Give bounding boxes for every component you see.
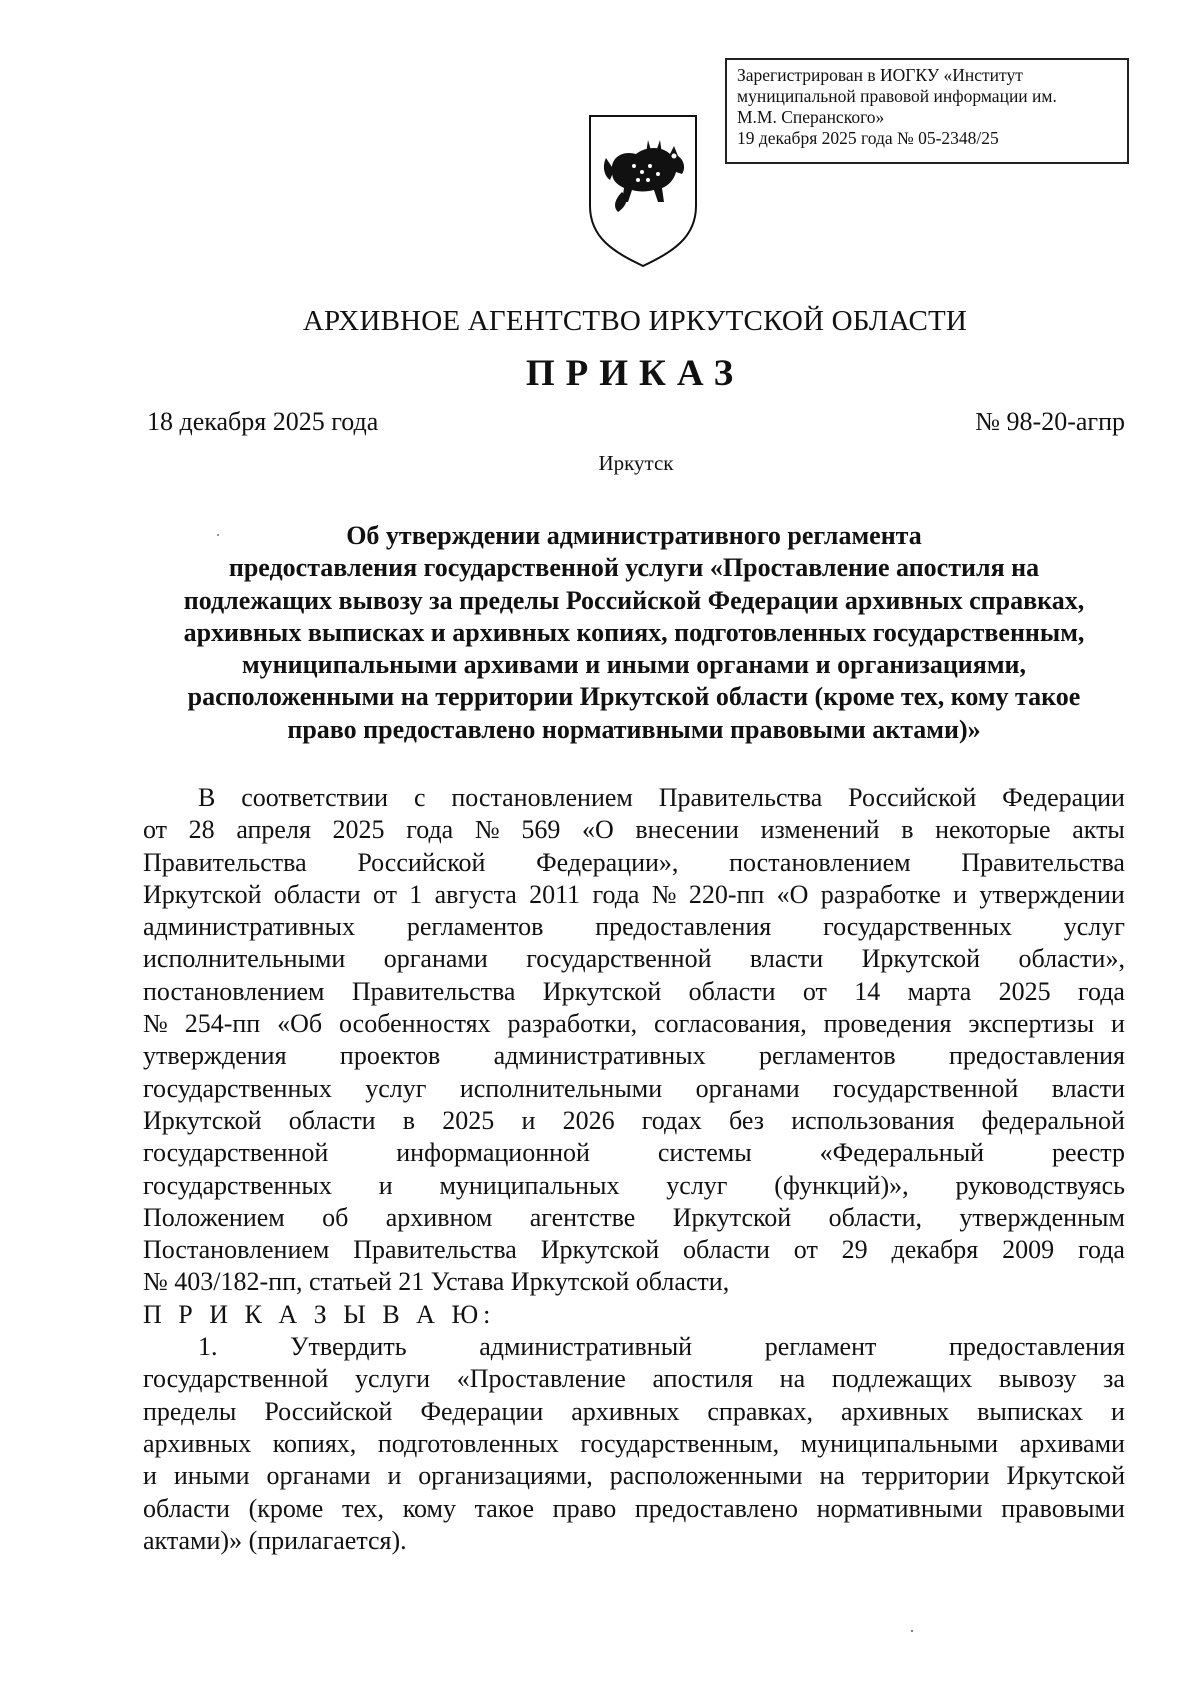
stamp-line: М.М. Сперанского» (737, 107, 885, 127)
text-line: Правительства Российской Федерации», постановлением Правительства (143, 847, 1125, 877)
text-line: исполнительными органами государственной власти Иркутской области», (143, 944, 1125, 974)
text-line: государственных услуг исполнительными органами государственной власти (143, 1073, 1125, 1103)
text-line: № 403/182-пп, статьей 21 Устава Иркутской области, (143, 1267, 730, 1297)
text-line: государственной информационной системы «Федеральный реестр (143, 1138, 1125, 1168)
subject-line: архивных выписках и архивных копиях, подготовленных государственным, (183, 617, 1085, 647)
stamp-line: Зарегистрирован в ИОГКУ «Институт (737, 65, 1023, 85)
preamble-paragraph (143, 782, 1125, 1299)
text-line: № 254-пп «Об особенностях разработки, согласования, проведения экспертизы и (143, 1009, 1125, 1039)
subject-line: Об утверждении административного регламента (346, 521, 922, 550)
text-line: Положением об архивном агентстве Иркутской области, утвержденным (143, 1202, 1125, 1232)
order-item-1 (143, 1331, 1125, 1557)
text-line: утверждения проектов административных регламентов предоставления (143, 1041, 1125, 1071)
scan-speck (911, 1630, 913, 1632)
order-city: Иркутск (598, 451, 674, 475)
stamp-line: 19 декабря 2025 года № 05-2348/25 (737, 128, 999, 148)
text-line: В соответствии с постановлением Правительства Российской Федерации (198, 783, 1125, 812)
text-line: от 28 апреля 2025 года № 569 «О внесении изменений в некоторые акты (143, 815, 1125, 845)
order-date: 18 декабря 2025 года (147, 407, 379, 436)
text-line: Постановлением Правительства Иркутской области от 29 декабря 2009 года (143, 1235, 1125, 1265)
coat-of-arms-icon (582, 110, 704, 268)
text-line: архивных копиях, подготовленных государственным, муниципальными архивами (143, 1428, 1125, 1458)
text-line: пределы Российской Федерации архивных справках, архивных выписках и (143, 1396, 1125, 1426)
registration-stamp (725, 58, 1129, 164)
order-subject (143, 520, 1125, 746)
text-line: государственных и муниципальных услуг (функций)», руководствуясь (143, 1170, 1125, 1200)
text-line: актами)» (прилагается). (143, 1525, 407, 1555)
document-type-title: ПРИКАЗ (525, 353, 745, 394)
subject-line: предоставления государственной услуги «Проставление апостиля на (228, 553, 1040, 583)
text-line: области (кроме тех, кому такое право предоставлено нормативными правовыми (143, 1493, 1125, 1523)
subject-line: подлежащих вывозу за пределы Российской Федерации архивных справках, (183, 585, 1085, 615)
text-line: государственной услуги «Проставление апостиля на подлежащих вывозу за (143, 1364, 1125, 1394)
agency-name: АРХИВНОЕ АГЕНТСТВО ИРКУТСКОЙ ОБЛАСТИ (302, 305, 968, 337)
stamp-line: муниципальной правовой информации им. (737, 86, 1057, 106)
text-line: административных регламентов предоставления государственных услуг (143, 912, 1125, 942)
order-body (143, 782, 1125, 1557)
order-number: № 98-20-агпр (975, 407, 1125, 436)
subject-line: расположенными на территории Иркутской области (кроме тех, кому такое (187, 682, 1081, 712)
text-line: 1. Утвердить административный регламент предоставления (198, 1332, 1125, 1362)
orders-word: П Р И К А З Ы В А Ю: (143, 1299, 496, 1329)
text-line: и иными органами и организациями, расположенными на территории Иркутской (143, 1461, 1125, 1491)
subject-line: муниципальными архивами и иными органами и организациями, (241, 650, 1027, 680)
scan-speck (217, 534, 219, 536)
text-line: Иркутской области от 1 августа 2011 года № 220-пп «О разработке и утверждении (143, 879, 1125, 909)
text-line: постановлением Правительства Иркутской области от 14 марта 2025 года (143, 976, 1125, 1006)
subject-line: право предоставлено нормативными правовыми актами)» (287, 714, 981, 744)
text-line: Иркутской области в 2025 и 2026 годах без использования федеральной (143, 1105, 1125, 1135)
